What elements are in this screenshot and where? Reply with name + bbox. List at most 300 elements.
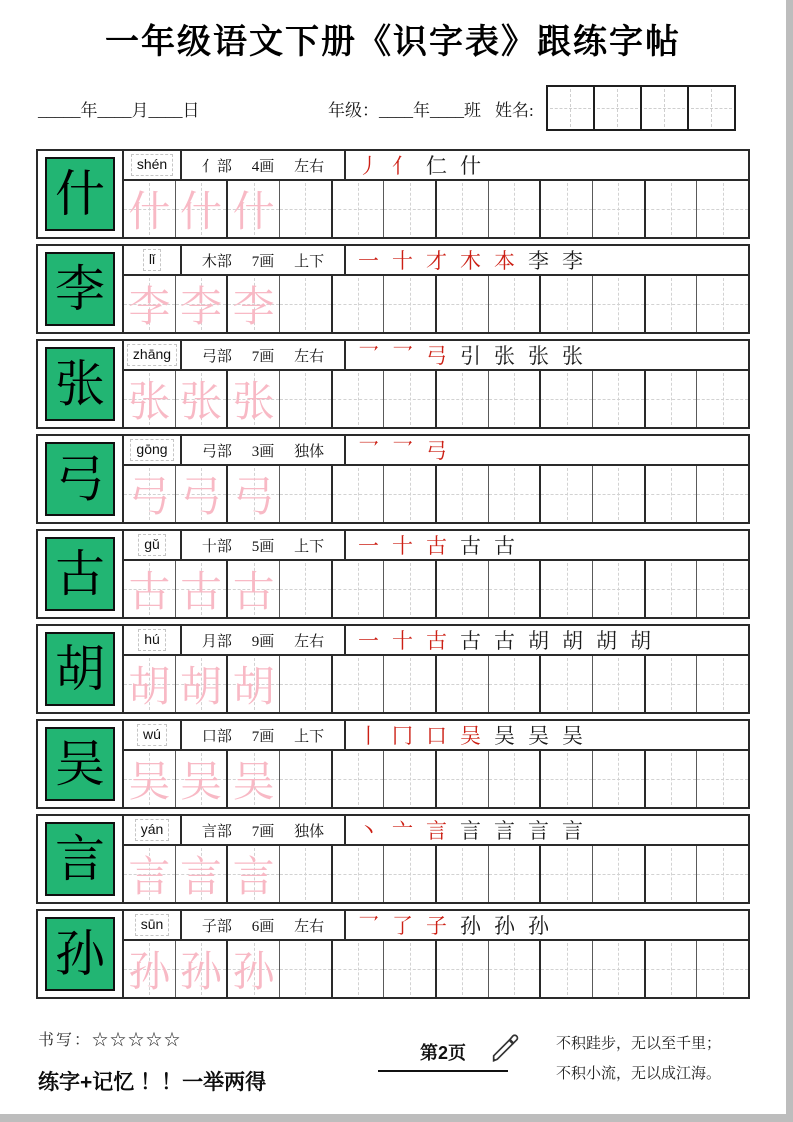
trace-character: 古 — [128, 570, 171, 616]
radical-info — [182, 626, 346, 654]
row-main — [124, 341, 748, 427]
radical-text: 言部 — [201, 823, 232, 840]
structure-text: 独体 — [294, 443, 325, 460]
pinyin-text: zhāng — [127, 344, 177, 366]
practice-cell — [489, 941, 542, 997]
target-character: 孙 — [55, 926, 105, 982]
pinyin-cell — [124, 151, 182, 179]
practice-cell — [437, 751, 489, 807]
practice-cell — [541, 751, 593, 807]
practice-cell — [646, 561, 698, 617]
practice-cell — [593, 846, 646, 902]
practice-cell — [333, 276, 385, 332]
practice-cell — [489, 656, 542, 712]
row-main — [124, 911, 748, 997]
stroke-order-band — [346, 531, 748, 559]
practice-cell — [697, 846, 748, 902]
info-band — [124, 341, 748, 371]
practice-cell — [280, 276, 333, 332]
radical-info — [182, 436, 346, 464]
character-box — [45, 347, 115, 421]
pinyin-cell — [124, 816, 182, 844]
stroke-step: 引 — [460, 344, 481, 368]
structure-text: 左右 — [294, 348, 325, 365]
practice-cell — [280, 751, 333, 807]
stroke-step: 孙 — [494, 914, 515, 938]
pinyin-text: sūn — [135, 914, 170, 936]
practice-cell — [697, 276, 748, 332]
target-character: 李 — [55, 261, 105, 317]
trace-character: 弓 — [128, 475, 171, 521]
radical-info — [182, 151, 346, 179]
practice-cell — [333, 751, 385, 807]
trace-character: 吴 — [232, 760, 275, 806]
pinyin-cell — [124, 721, 182, 749]
practice-cell — [124, 656, 176, 712]
stroke-step: 胡 — [562, 629, 583, 653]
practice-cell — [646, 846, 698, 902]
character-box — [45, 822, 115, 896]
date-blank-line: _____年____月____日 — [38, 100, 200, 120]
character-column — [38, 436, 124, 522]
stroke-step: 了 — [392, 914, 413, 938]
practice-cell — [228, 466, 280, 522]
practice-cell — [176, 181, 229, 237]
radical-text: 弓部 — [201, 443, 232, 460]
practice-cell — [333, 561, 385, 617]
quote-line-2: 不积小流，无以成江海。 — [556, 1066, 722, 1082]
practice-cell — [697, 751, 748, 807]
stroke-step: 古 — [494, 534, 515, 558]
stroke-step: 仁 — [426, 154, 447, 178]
stroke-step: 十 — [392, 629, 413, 653]
practice-cell — [646, 751, 698, 807]
stroke-step: 言 — [562, 819, 583, 843]
character-box — [45, 917, 115, 991]
trace-character: 弓 — [180, 475, 223, 521]
row-main — [124, 626, 748, 712]
pinyin-text: gōng — [130, 439, 173, 461]
practice-cell — [384, 276, 437, 332]
stroke-step: 李 — [562, 249, 583, 273]
target-character: 言 — [55, 831, 105, 887]
stroke-step: 古 — [460, 629, 481, 653]
stroke-step: 丶 — [358, 819, 379, 843]
stroke-step: 张 — [494, 344, 515, 368]
practice-cell — [280, 846, 333, 902]
stroke-count-text: 7画 — [251, 348, 275, 365]
row-main — [124, 151, 748, 237]
grade-class-line: 年级：____年____班 — [328, 100, 481, 120]
name-grid-cell — [595, 87, 642, 129]
info-band — [124, 721, 748, 751]
practice-cell — [541, 371, 593, 427]
stroke-count-text: 3画 — [251, 443, 275, 460]
stroke-step: 乛 — [358, 914, 379, 938]
stroke-order-band — [346, 816, 748, 844]
pinyin-text: gǔ — [138, 534, 166, 556]
stroke-step: 言 — [528, 819, 549, 843]
practice-cell — [437, 846, 489, 902]
target-character: 什 — [55, 166, 105, 222]
row-main — [124, 721, 748, 807]
practice-cell — [280, 656, 333, 712]
practice-cell — [489, 466, 542, 522]
practice-cell — [593, 276, 646, 332]
trace-character: 李 — [128, 285, 171, 331]
practice-cell — [437, 371, 489, 427]
practice-cell — [333, 371, 385, 427]
structure-text: 上下 — [294, 728, 325, 745]
stroke-step: 口 — [426, 724, 447, 748]
practice-grid — [124, 656, 748, 712]
practice-cell — [384, 371, 437, 427]
stroke-step: 古 — [460, 534, 481, 558]
stroke-order-band — [346, 246, 748, 274]
practice-cell — [384, 561, 437, 617]
practice-cell — [333, 466, 385, 522]
target-character: 弓 — [55, 451, 105, 507]
practice-cell — [593, 371, 646, 427]
practice-cell — [280, 561, 333, 617]
info-band — [124, 531, 748, 561]
trace-character: 孙 — [180, 950, 223, 996]
stroke-step: 言 — [494, 819, 515, 843]
character-column — [38, 246, 124, 332]
character-column — [38, 341, 124, 427]
radical-info — [182, 911, 346, 939]
structure-text: 上下 — [294, 253, 325, 270]
stroke-step: 孙 — [528, 914, 549, 938]
radical-info — [182, 246, 346, 274]
row-main — [124, 531, 748, 617]
practice-cell — [280, 466, 333, 522]
info-band — [124, 246, 748, 276]
footer-center — [378, 1039, 508, 1072]
practice-cell — [228, 561, 280, 617]
stroke-step: 张 — [528, 344, 549, 368]
practice-grid — [124, 941, 748, 997]
practice-cell — [697, 466, 748, 522]
stroke-count-text: 7画 — [251, 823, 275, 840]
stroke-order-band — [346, 341, 748, 369]
structure-text: 上下 — [294, 538, 325, 555]
trace-character: 李 — [232, 285, 275, 331]
practice-cell — [489, 181, 542, 237]
structure-text: 左右 — [294, 158, 325, 175]
pinyin-text: wú — [137, 724, 167, 746]
practice-cell — [541, 846, 593, 902]
practice-cell — [124, 561, 176, 617]
pinyin-text: hú — [138, 629, 166, 651]
practice-cell — [228, 276, 280, 332]
character-box — [45, 442, 115, 516]
stroke-step: 古 — [426, 629, 447, 653]
stroke-step: 丨 — [358, 724, 379, 748]
trace-character: 言 — [128, 855, 171, 901]
trace-character: 张 — [128, 380, 171, 426]
stroke-step: 言 — [460, 819, 481, 843]
pinyin-cell — [124, 626, 182, 654]
stroke-step: 一 — [358, 249, 379, 273]
stroke-step: 乛 — [358, 344, 379, 368]
practice-cell — [489, 846, 542, 902]
footer — [38, 1027, 748, 1096]
stroke-order-band — [346, 911, 748, 939]
practice-cell — [124, 751, 176, 807]
character-row — [36, 719, 750, 809]
practice-cell — [124, 276, 176, 332]
practice-cell — [541, 941, 593, 997]
stroke-step: 什 — [460, 154, 481, 178]
stroke-step: 吴 — [528, 724, 549, 748]
practice-cell — [646, 466, 698, 522]
target-character: 张 — [55, 356, 105, 412]
practice-cell — [437, 941, 489, 997]
practice-cell — [541, 466, 593, 522]
stroke-step: 弓 — [426, 344, 447, 368]
practice-cell — [489, 371, 542, 427]
practice-cell — [646, 181, 698, 237]
name-write-grid — [546, 85, 736, 131]
practice-cell — [697, 371, 748, 427]
stroke-step: 本 — [494, 249, 515, 273]
practice-cell — [124, 181, 176, 237]
trace-character: 古 — [180, 570, 223, 616]
stroke-step: 吴 — [494, 724, 515, 748]
practice-cell — [124, 941, 176, 997]
trace-character: 胡 — [180, 665, 223, 711]
practice-cell — [280, 371, 333, 427]
stroke-step: 吴 — [562, 724, 583, 748]
pinyin-cell — [124, 436, 182, 464]
practice-cell — [176, 371, 229, 427]
character-row — [36, 909, 750, 999]
practice-cell — [176, 941, 229, 997]
character-column — [38, 531, 124, 617]
pinyin-text: lǐ — [143, 249, 161, 271]
name-grid-cell — [548, 87, 595, 129]
writing-stars: 书写：☆☆☆☆☆ — [38, 1032, 183, 1049]
practice-cell — [228, 181, 280, 237]
character-column — [38, 151, 124, 237]
structure-text: 独体 — [294, 823, 325, 840]
row-main — [124, 816, 748, 902]
radical-text: 亻部 — [201, 158, 232, 175]
character-rows — [36, 149, 750, 999]
practice-grid — [124, 181, 748, 237]
practice-grid — [124, 371, 748, 427]
target-character: 吴 — [55, 736, 105, 792]
trace-character: 李 — [180, 285, 223, 331]
practice-cell — [176, 656, 229, 712]
pen-icon — [488, 1031, 522, 1070]
footer-slogan: 练字+记忆 ！！一举两得 — [38, 1071, 267, 1094]
radical-text: 木部 — [201, 253, 232, 270]
stroke-step: 乛 — [392, 344, 413, 368]
info-band — [124, 151, 748, 181]
practice-cell — [437, 276, 489, 332]
stroke-step: 弓 — [426, 439, 447, 463]
stroke-count-text: 7画 — [251, 728, 275, 745]
page-title: 一年级语文下册《识字表》跟练字帖 — [105, 23, 681, 61]
stroke-step: 胡 — [630, 629, 651, 653]
practice-cell — [280, 941, 333, 997]
trace-character: 古 — [232, 570, 275, 616]
practice-cell — [541, 181, 593, 237]
stroke-step: 子 — [426, 914, 447, 938]
stroke-count-text: 4画 — [251, 158, 275, 175]
stroke-step: 一 — [358, 629, 379, 653]
practice-grid — [124, 846, 748, 902]
character-box — [45, 157, 115, 231]
name-grid-cell — [642, 87, 689, 129]
practice-cell — [593, 941, 646, 997]
practice-cell — [384, 181, 437, 237]
stroke-step: 亠 — [392, 819, 413, 843]
character-row — [36, 339, 750, 429]
practice-cell — [646, 371, 698, 427]
trace-character: 孙 — [128, 950, 171, 996]
practice-cell — [489, 561, 542, 617]
practice-cell — [437, 466, 489, 522]
practice-cell — [228, 656, 280, 712]
trace-character: 言 — [180, 855, 223, 901]
practice-cell — [593, 466, 646, 522]
character-row — [36, 149, 750, 239]
info-band — [124, 816, 748, 846]
practice-grid — [124, 466, 748, 522]
footer-quote — [556, 1029, 721, 1089]
stroke-step: 木 — [460, 249, 481, 273]
header-row — [38, 83, 748, 133]
practice-cell — [228, 371, 280, 427]
trace-character: 什 — [180, 190, 223, 236]
trace-character: 什 — [232, 190, 275, 236]
practice-cell — [697, 941, 748, 997]
practice-cell — [541, 561, 593, 617]
practice-cell — [697, 561, 748, 617]
stroke-step: 吴 — [460, 724, 481, 748]
practice-cell — [333, 941, 385, 997]
structure-text: 左右 — [294, 918, 325, 935]
practice-cell — [593, 656, 646, 712]
trace-character: 张 — [180, 380, 223, 426]
stroke-step: 胡 — [528, 629, 549, 653]
name-grid-cell — [689, 87, 734, 129]
practice-cell — [489, 751, 542, 807]
practice-cell — [228, 751, 280, 807]
trace-character: 孙 — [232, 950, 275, 996]
character-column — [38, 911, 124, 997]
character-box — [45, 727, 115, 801]
character-box — [45, 632, 115, 706]
stroke-step: 十 — [392, 534, 413, 558]
trace-character: 胡 — [232, 665, 275, 711]
trace-character: 胡 — [128, 665, 171, 711]
radical-text: 月部 — [201, 633, 232, 650]
row-main — [124, 246, 748, 332]
info-band — [124, 436, 748, 466]
stroke-step: 亻 — [392, 154, 413, 178]
practice-grid — [124, 561, 748, 617]
practice-cell — [384, 941, 437, 997]
stroke-order-band — [346, 626, 748, 654]
character-box — [45, 537, 115, 611]
practice-grid — [124, 276, 748, 332]
practice-grid — [124, 751, 748, 807]
practice-cell — [333, 181, 385, 237]
trace-character: 张 — [232, 380, 275, 426]
practice-cell — [384, 656, 437, 712]
practice-cell — [333, 846, 385, 902]
info-band — [124, 626, 748, 656]
pinyin-cell — [124, 911, 182, 939]
name-label: 姓名: — [495, 100, 534, 120]
stroke-count-text: 9画 — [251, 633, 275, 650]
stroke-step: 李 — [528, 249, 549, 273]
practice-cell — [280, 181, 333, 237]
practice-cell — [541, 656, 593, 712]
practice-cell — [124, 371, 176, 427]
quote-line-1: 不积跬步，无以至千里； — [556, 1036, 722, 1052]
character-row — [36, 529, 750, 619]
stroke-order-band — [346, 721, 748, 749]
practice-cell — [437, 181, 489, 237]
stroke-step: 古 — [494, 629, 515, 653]
pinyin-cell — [124, 531, 182, 559]
practice-cell — [124, 846, 176, 902]
character-column — [38, 626, 124, 712]
radical-info — [182, 531, 346, 559]
stroke-count-text: 7画 — [251, 253, 275, 270]
trace-character: 吴 — [128, 760, 171, 806]
footer-left — [38, 1027, 338, 1096]
target-character: 胡 — [55, 641, 105, 697]
practice-cell — [228, 941, 280, 997]
pinyin-cell — [124, 246, 182, 274]
stroke-step: 丿 — [358, 154, 379, 178]
practice-cell — [176, 276, 229, 332]
practice-cell — [176, 751, 229, 807]
character-column — [38, 721, 124, 807]
trace-character: 吴 — [180, 760, 223, 806]
radical-text: 弓部 — [201, 348, 232, 365]
pinyin-text: yán — [135, 819, 170, 841]
radical-text: 口部 — [201, 728, 232, 745]
practice-cell — [384, 751, 437, 807]
stroke-count-text: 6画 — [251, 918, 275, 935]
character-row — [36, 624, 750, 714]
stroke-step: 才 — [426, 249, 447, 273]
radical-info — [182, 341, 346, 369]
character-column — [38, 816, 124, 902]
stroke-order-band — [346, 151, 748, 179]
practice-cell — [646, 276, 698, 332]
practice-cell — [541, 276, 593, 332]
stroke-step: 乛 — [392, 439, 413, 463]
trace-character: 什 — [128, 190, 171, 236]
practice-cell — [228, 846, 280, 902]
practice-cell — [489, 276, 542, 332]
stroke-step: 乛 — [358, 439, 379, 463]
stroke-step: 一 — [358, 534, 379, 558]
page-number: 第2页 — [378, 1039, 508, 1072]
practice-cell — [333, 656, 385, 712]
character-row — [36, 244, 750, 334]
practice-cell — [176, 846, 229, 902]
radical-info — [182, 816, 346, 844]
